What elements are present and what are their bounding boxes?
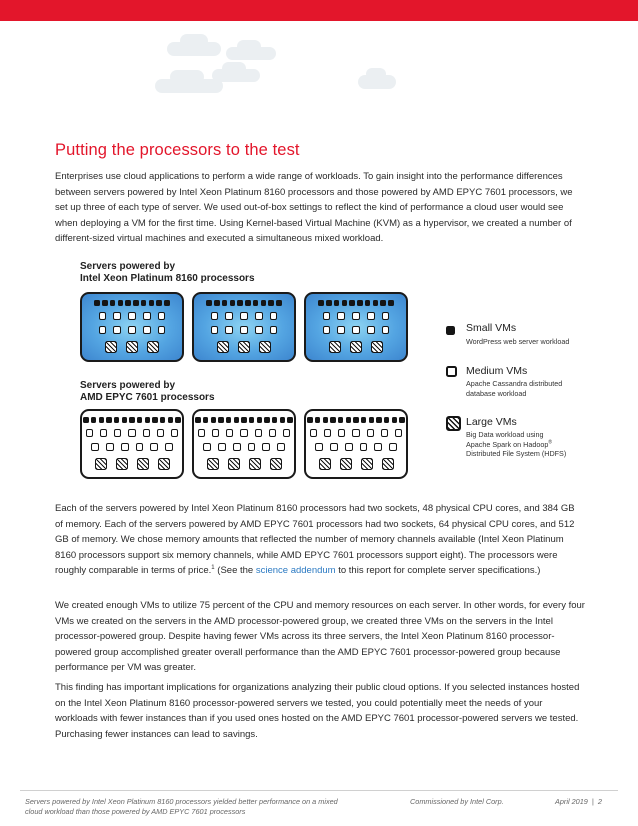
small-vm <box>110 300 116 306</box>
medium-vm <box>352 312 360 320</box>
large-vm <box>319 458 331 470</box>
small-vm <box>315 417 320 423</box>
medium-vm <box>248 443 256 451</box>
small-vm <box>245 300 251 306</box>
medium-vm-legend-icon <box>446 366 457 377</box>
medium-vm <box>310 429 317 437</box>
amd-server-2 <box>192 409 296 479</box>
medium-vm <box>218 443 226 451</box>
small-vm-legend-title: Small VMs <box>466 322 517 334</box>
medium-vm <box>99 312 107 320</box>
vm-utilization-paragraph: We created enough VMs to utilize 75 percent of the CPU and memory resources on each server. In other words, for every four VMs we created on the servers in the AMD processor-powered group, we created three VMs on the servers in the Intel processor-powered group. Despite having fewer VMs across its three servers, the Intel Xeon Platinum 8160 processor-powered group accomplished greater overall performance than the AMD EPYC 7601 processor-powered group because performance per VM was greater. <box>55 600 585 673</box>
large-vm <box>259 341 271 353</box>
amd-server-3 <box>304 409 408 479</box>
small-vm <box>261 300 267 306</box>
intel-server-1 <box>80 292 184 362</box>
medium-vm <box>198 429 205 437</box>
small-vm <box>203 417 208 423</box>
medium-vm <box>225 326 233 334</box>
large-vm-desc-line1: Big Data workload using <box>466 430 544 439</box>
large-vm <box>270 458 282 470</box>
medium-vm <box>315 443 323 451</box>
small-vm <box>222 300 228 306</box>
intel-server-3 <box>304 292 408 362</box>
medium-vm <box>324 429 331 437</box>
medium-vm <box>165 443 173 451</box>
large-vm-row <box>306 341 406 353</box>
intro-paragraph: Enterprises use cloud applications to perform a wide range of workloads. To gain insight into the performance differences between servers powered by Intel Xeon Platinum 8160 processors and those powered by AMD EPYC 7601 processors, we set up three of each type of server. We used out-of-box settings to reflect the kind of performance a cloud user would see when deploying a VM for the first time. Using Kernel-based Virtual Machine (KVM) as a hypervisor, we created a number of different-sized virtual machines and executed a simultaneous mixed workload. <box>55 171 573 244</box>
large-vm <box>329 341 341 353</box>
small-vm <box>253 300 259 306</box>
small-vm <box>211 417 216 423</box>
registered-mark: ® <box>548 439 553 446</box>
amd-label-line2: AMD EPYC 7601 processors <box>80 392 215 403</box>
small-vm <box>399 417 404 423</box>
small-vm <box>323 417 328 423</box>
medium-vm-row <box>194 429 294 437</box>
small-vm <box>388 300 394 306</box>
small-vm-row <box>194 300 294 306</box>
small-vm <box>376 417 381 423</box>
small-vm <box>342 300 348 306</box>
small-vm-row <box>306 417 406 423</box>
medium-vm-row <box>82 443 182 451</box>
medium-vm <box>128 312 136 320</box>
small-vm <box>349 300 355 306</box>
small-vm <box>114 417 119 423</box>
large-vm <box>249 458 261 470</box>
small-vm <box>141 300 147 306</box>
large-vm <box>350 341 362 353</box>
small-vm <box>241 417 246 423</box>
small-vm <box>268 300 274 306</box>
medium-vm <box>106 443 114 451</box>
medium-vm <box>226 429 233 437</box>
large-vm-row <box>82 341 182 353</box>
footer-commissioned: Commissioned by Intel Corp. <box>410 797 504 806</box>
large-vm <box>116 458 128 470</box>
small-vm <box>122 417 127 423</box>
large-vm <box>158 458 170 470</box>
implications-paragraph: This finding has important implications for organizations analyzing their public cloud options. If you selected instances hosted on the Intel Xeon Platinum 8160 processor-powered servers we tested, you could potentially meet the needs of your workloads with fewer instances than if you used ones hosted on the AMD EPYC 7601 processor-powered servers we tested. Purchasing fewer instances can lead to savings. <box>55 682 580 740</box>
small-vm-legend-desc: WordPress web server workload <box>466 337 570 346</box>
large-vm <box>217 341 229 353</box>
top-accent-bar <box>0 0 638 21</box>
medium-vm <box>128 326 136 334</box>
medium-vm <box>114 429 121 437</box>
medium-vm <box>255 312 263 320</box>
specs-text-b: (See the <box>214 565 256 576</box>
medium-vm <box>255 326 263 334</box>
amd-label-line1: Servers powered by <box>80 380 176 391</box>
medium-vm <box>352 429 359 437</box>
medium-vm <box>211 326 219 334</box>
small-vm <box>276 300 282 306</box>
small-vm <box>380 300 386 306</box>
medium-vm <box>233 443 241 451</box>
medium-vm <box>367 326 375 334</box>
small-vm <box>384 417 389 423</box>
large-vm <box>228 458 240 470</box>
small-vm-legend-icon <box>446 326 455 335</box>
small-vm <box>156 300 162 306</box>
small-vm <box>326 300 332 306</box>
large-vm-row <box>82 458 182 470</box>
medium-vm <box>91 443 99 451</box>
small-vm-row <box>194 417 294 423</box>
medium-vm <box>171 429 178 437</box>
small-vm <box>357 300 363 306</box>
footer-caption-line2: cloud workload than those powered by AMD EPYC 7601 processors <box>25 807 246 816</box>
medium-vm-row <box>306 326 406 334</box>
medium-vm <box>143 326 151 334</box>
medium-vm-row <box>194 312 294 320</box>
medium-vm <box>136 443 144 451</box>
small-vm-row <box>306 300 406 306</box>
section-title: Putting the processors to the test <box>55 141 300 159</box>
medium-vm <box>128 429 135 437</box>
medium-vm <box>269 429 276 437</box>
medium-vm <box>283 429 290 437</box>
medium-vm-legend-desc: Apache Cassandra distributed database workload <box>466 379 563 398</box>
small-vm <box>175 417 180 423</box>
large-vm-desc-line3: Distributed File System (HDFS) <box>466 449 567 458</box>
medium-vm <box>100 429 107 437</box>
large-vm-legend-desc <box>466 430 596 459</box>
small-vm <box>257 417 262 423</box>
medium-vm <box>277 443 285 451</box>
medium-vm <box>338 429 345 437</box>
small-vm <box>149 300 155 306</box>
medium-vm <box>360 443 368 451</box>
medium-vm <box>203 443 211 451</box>
small-vm <box>334 300 340 306</box>
cloud-decoration <box>0 21 638 133</box>
large-vm <box>340 458 352 470</box>
medium-vm <box>86 429 93 437</box>
small-vm <box>195 417 200 423</box>
medium-vm <box>211 312 219 320</box>
medium-vm <box>143 312 151 320</box>
small-vm <box>214 300 220 306</box>
medium-vm <box>382 312 390 320</box>
medium-vm <box>240 326 248 334</box>
small-vm <box>91 417 96 423</box>
medium-vm-row <box>306 429 406 437</box>
footnote-ref: 1 <box>211 564 215 571</box>
medium-vm <box>270 326 278 334</box>
medium-vm <box>367 312 375 320</box>
large-vm <box>371 341 383 353</box>
medium-vm <box>157 429 164 437</box>
small-vm <box>230 300 236 306</box>
small-vm <box>102 300 108 306</box>
intel-label-line2: Intel Xeon Platinum 8160 processors <box>80 273 255 284</box>
medium-vm <box>381 429 388 437</box>
medium-vm-row <box>82 312 182 320</box>
large-vm-desc-line2 <box>466 440 596 450</box>
small-vm <box>168 417 173 423</box>
medium-vm <box>121 443 129 451</box>
small-vm <box>118 300 124 306</box>
small-vm <box>125 300 131 306</box>
small-vm <box>94 300 100 306</box>
small-vm <box>346 417 351 423</box>
small-vm <box>369 417 374 423</box>
small-vm <box>137 417 142 423</box>
large-vm-row <box>306 458 406 470</box>
large-vm-desc-line2-text: Apache Spark on Hadoop <box>466 439 549 449</box>
medium-vm <box>323 312 331 320</box>
footer-caption-line1: Servers powered by Intel Xeon Platinum 8160 processors yielded better performance on a mixed <box>25 797 338 806</box>
small-vm <box>361 417 366 423</box>
footer-caption <box>25 797 405 817</box>
intel-server-2 <box>192 292 296 362</box>
small-vm <box>365 300 371 306</box>
footer-divider <box>20 790 618 791</box>
medium-vm <box>158 326 166 334</box>
small-vm <box>133 300 139 306</box>
small-vm <box>287 417 292 423</box>
medium-vm <box>330 443 338 451</box>
small-vm <box>106 417 111 423</box>
medium-vm-legend-title: Medium VMs <box>466 365 528 377</box>
small-vm <box>264 417 269 423</box>
small-vm <box>129 417 134 423</box>
small-vm <box>152 417 157 423</box>
amd-server-1 <box>80 409 184 479</box>
small-vm <box>160 417 165 423</box>
medium-vm <box>212 429 219 437</box>
medium-vm <box>143 429 150 437</box>
large-vm-row <box>194 458 294 470</box>
amd-group-label <box>80 380 215 404</box>
medium-vm <box>337 312 345 320</box>
medium-vm <box>158 312 166 320</box>
small-vm <box>272 417 277 423</box>
large-vm <box>382 458 394 470</box>
footer-page-number: April 2019 | 2 <box>555 797 602 806</box>
large-vm <box>238 341 250 353</box>
small-vm <box>206 300 212 306</box>
medium-vm <box>255 429 262 437</box>
large-vm <box>95 458 107 470</box>
small-vm <box>234 417 239 423</box>
science-addendum-link[interactable]: science addendum <box>255 565 336 576</box>
small-vm <box>280 417 285 423</box>
small-vm <box>353 417 358 423</box>
small-vm <box>330 417 335 423</box>
large-vm <box>105 341 117 353</box>
large-vm <box>147 341 159 353</box>
medium-vm <box>240 312 248 320</box>
medium-vm <box>323 326 331 334</box>
specs-text: Each of the servers powered by Intel Xeon Platinum 8160 processors had two sockets, 48 physical CPU cores, and 384 GB of memory. Each of the servers powered by AMD EPYC 7601 processors had two sockets, 64 physical CPU cores, and 512 GB of memory. We chose memory amounts that reflected the number of memory channels available (Intel Xeon Platinum 8160 processors support six memory channels, while AMD EPYC 7601 processors support eight). The processors were roughly comparable in terms of price. <box>55 503 575 576</box>
server-specs-paragraph <box>55 501 585 579</box>
small-vm <box>218 417 223 423</box>
large-vm <box>137 458 149 470</box>
medium-vm <box>113 326 121 334</box>
small-vm <box>83 417 88 423</box>
large-vm <box>361 458 373 470</box>
small-vm-row <box>82 417 182 423</box>
intel-group-label <box>80 261 255 285</box>
medium-vm-row <box>82 429 182 437</box>
medium-vm <box>395 429 402 437</box>
medium-vm <box>240 429 247 437</box>
large-vm-row <box>194 341 294 353</box>
medium-vm <box>270 312 278 320</box>
medium-vm <box>113 312 121 320</box>
small-vm <box>164 300 170 306</box>
large-vm <box>207 458 219 470</box>
intel-label-line1: Servers powered by <box>80 261 176 272</box>
specs-text-c: to this report for complete server specifications.) <box>335 565 541 576</box>
medium-vm-row <box>306 443 406 451</box>
medium-vm <box>225 312 233 320</box>
medium-vm <box>367 429 374 437</box>
medium-vm-row <box>82 326 182 334</box>
small-vm <box>237 300 243 306</box>
medium-vm <box>337 326 345 334</box>
medium-vm <box>389 443 397 451</box>
large-vm-legend-title: Large VMs <box>466 416 517 428</box>
medium-vm <box>99 326 107 334</box>
small-vm <box>249 417 254 423</box>
medium-vm <box>150 443 158 451</box>
large-vm <box>126 341 138 353</box>
small-vm <box>226 417 231 423</box>
small-vm <box>392 417 397 423</box>
small-vm <box>373 300 379 306</box>
medium-vm <box>345 443 353 451</box>
medium-vm <box>374 443 382 451</box>
medium-vm <box>382 326 390 334</box>
large-vm-legend-icon <box>446 416 461 431</box>
small-vm <box>318 300 324 306</box>
small-vm <box>145 417 150 423</box>
medium-vm-row <box>194 326 294 334</box>
small-vm <box>338 417 343 423</box>
medium-vm <box>262 443 270 451</box>
medium-vm-row <box>194 443 294 451</box>
small-vm <box>99 417 104 423</box>
small-vm-row <box>82 300 182 306</box>
medium-vm <box>352 326 360 334</box>
small-vm <box>307 417 312 423</box>
medium-vm-row <box>306 312 406 320</box>
